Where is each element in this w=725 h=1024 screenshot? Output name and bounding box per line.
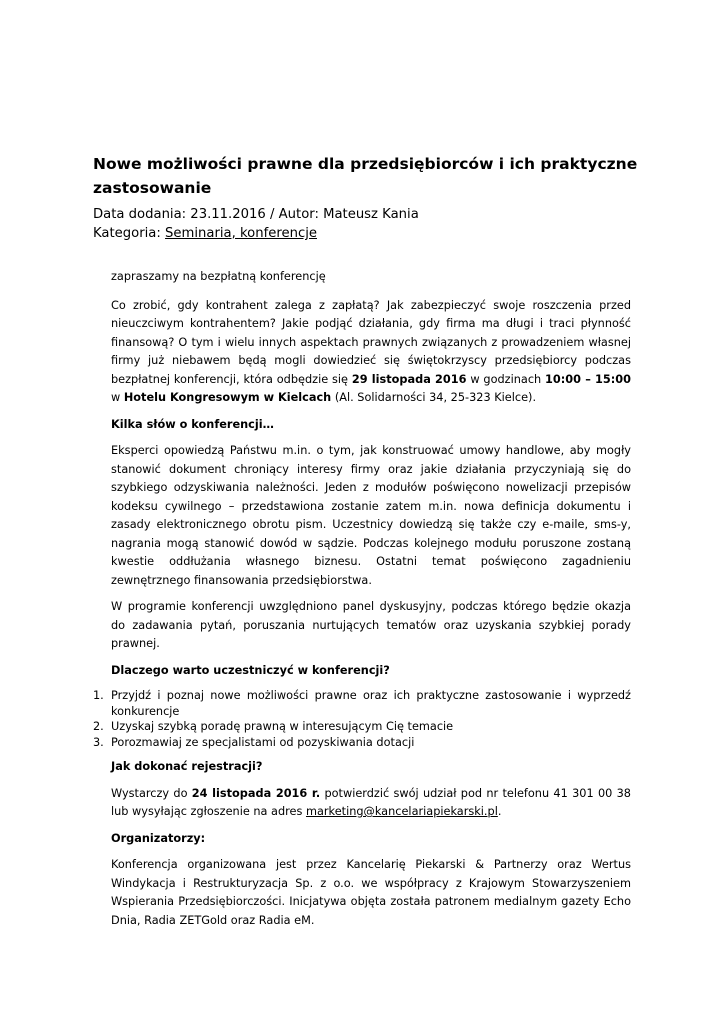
list-number: 1. xyxy=(93,689,104,702)
list-item xyxy=(93,688,631,719)
paragraph-program: W programie konferencji uwzględniono panel dyskusyjny, podczas którego będzie okazja do zadawania pytań, poruszania nurtujących tematów oraz uzyskania szybkiej porady prawnej. xyxy=(111,600,631,650)
p1-text-a: Co zrobić, gdy kontrahent zalega z zapłatą? Jak zabezpieczyć swoje roszczenia przed nieuczciwym kontrahentem? Jakie podjąć działania, gdy firma ma długi i traci płynność finansową? O tym i wielu innych aspektach prawnych związanych z prowadzeniem własnej firmy już niebawem będą mogli dowiedzieć się świętokrzyscy przedsiębiorcy podczas bezpłatnej konferencji, która odbędzie się xyxy=(111,298,631,386)
paragraph-intro xyxy=(111,297,631,408)
section-heading-why: Dlaczego warto uczestniczyć w konferencji? xyxy=(111,663,390,677)
category-label: Kategoria: xyxy=(93,226,166,241)
reasons-list xyxy=(93,688,631,750)
article-body xyxy=(93,268,632,938)
list-number: 3. xyxy=(93,735,104,749)
list-number: 2. xyxy=(93,720,104,733)
p1-text-c: w xyxy=(111,391,124,404)
event-date: 29 listopada 2016 xyxy=(351,372,467,386)
p1-text-b: w godzinach xyxy=(466,372,546,386)
p1-text-d: (Al. Solidarności 34, 25-323 Kielce). xyxy=(331,391,537,404)
paragraph-experts: Eksperci opowiedzą Państwu m.in. o tym, jak konstruować umowy handlowe, aby mogły stanowić dokument chroniący interesy firmy oraz jakie działania przyczyniają się do szybkiego odzyskiwania należności. Jeden z modułów poświęcono nowelizacji przepisów kodeksu cywilnego – przedstawiona zostanie zatem m.in. nowa definicja dokumentu i zasady elektronicznego obrotu pism. Uczestnicy dowiedzą się także czy e-maile, sms-y, nagrania mogą stanowić dowód w sądzie. Podczas kolejnego modułu poruszone zostaną kwestie oddłużania własnego biznesu. Ostatni temat poświęcono zagadnieniu zewnętrznego finansowania przedsiębiorstwa. xyxy=(111,444,631,587)
paragraph-organizers: Konferencja organizowana jest przez Kancelarię Piekarski & Partnerzy oraz Wertus Windykacja i Restrukturyzacja Sp. z o.o. we współpracy z Krajowym Stowarzyszeniem Wspierania Przedsiębiorczości. Inicjatywa objęta została patronem medialnym gazety Echo Dnia, Radia ZETGold oraz Radia eM. xyxy=(111,858,631,927)
registration-deadline: 24 listopada 2016 r. xyxy=(191,786,321,800)
email-link[interactable]: marketing@kancelariapiekarski.pl xyxy=(305,805,498,818)
category-link[interactable]: Seminaria, konferencje xyxy=(165,226,317,241)
list-item-text: Uzyskaj szybką poradę prawną w interesującym Cię temacie xyxy=(111,720,454,733)
p4-text-a: Wystarczy do xyxy=(111,786,192,800)
section-heading-registration: Jak dokonać rejestracji? xyxy=(111,760,263,773)
event-venue: Hotelu Kongresowym w Kielcach xyxy=(123,391,332,404)
list-item xyxy=(93,735,631,751)
list-item-text: Porozmawiaj ze specjalistami od pozyskiwania dotacji xyxy=(111,735,415,749)
section-heading-about: Kilka słów o konferencji… xyxy=(111,417,274,431)
event-time: 10:00 – 15:00 xyxy=(545,372,632,386)
article-meta xyxy=(93,205,653,243)
paragraph-registration xyxy=(111,785,631,822)
article-title: Nowe możliwości prawne dla przedsiębiorców i ich praktyczne zastosowanie xyxy=(93,155,638,197)
category-line xyxy=(93,224,653,243)
intro-text: zapraszamy na bezpłatną konferencję xyxy=(111,270,326,283)
list-item-text: Przyjdź i poznaj nowe możliwości prawne oraz ich praktyczne zastosowanie i wyprzedź konkurencje xyxy=(111,689,631,718)
p4-text-c: . xyxy=(497,805,502,818)
section-heading-organizers: Organizatorzy: xyxy=(111,831,206,845)
list-item xyxy=(93,719,631,735)
p4-text-b: potwierdzić swój udział pod nr telefonu 41 301 00 38 lub wysyłając zgłoszenie na adres xyxy=(111,786,631,818)
date-author-line: Data dodania: 23.11.2016 / Autor: Mateusz Kania xyxy=(93,207,419,222)
